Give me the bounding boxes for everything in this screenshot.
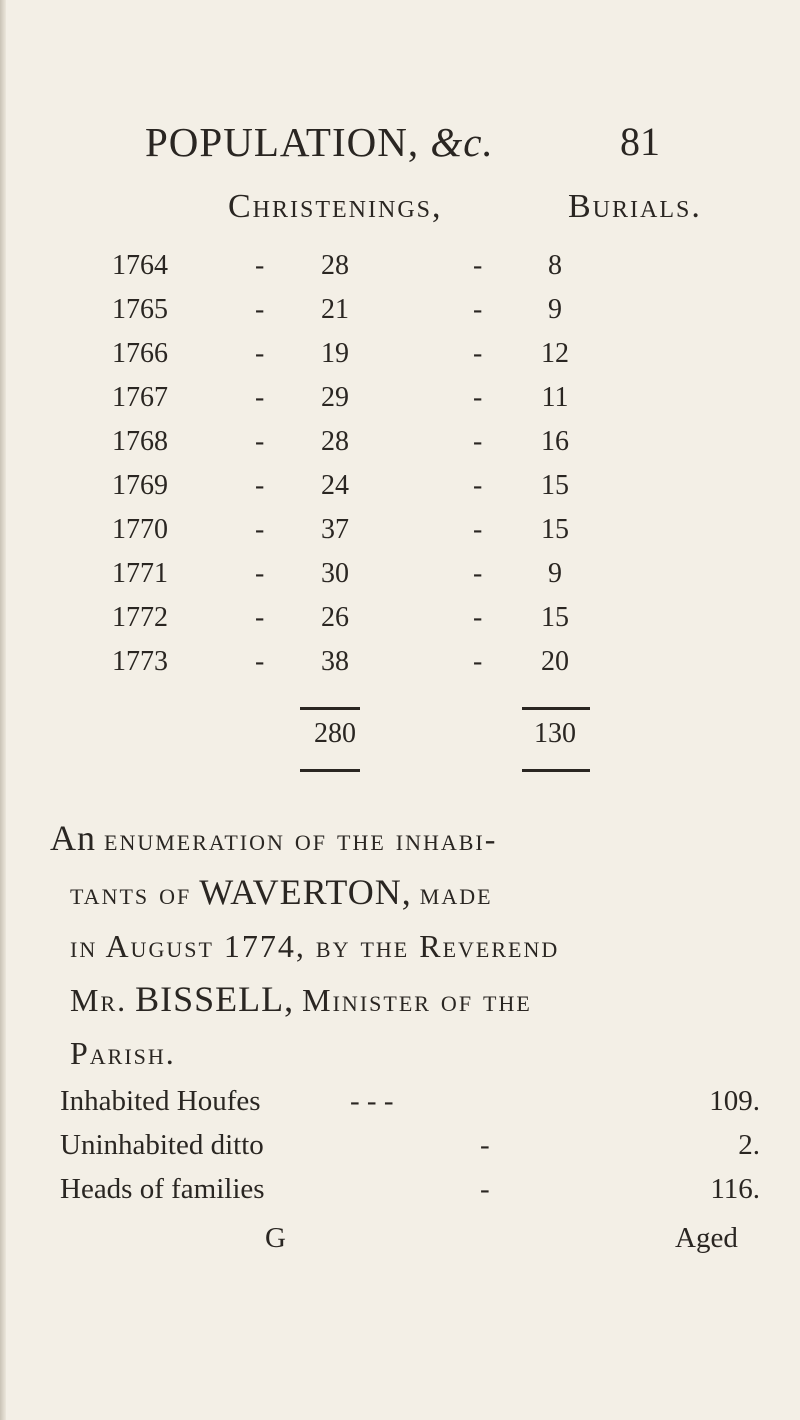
christenings-cell: 21 (321, 294, 349, 325)
year-cell: 1772 (112, 602, 168, 633)
minister-name: BISSELL, (135, 979, 295, 1019)
burials-cell: 9 (548, 294, 562, 325)
paragraph-line-2-end: made (419, 875, 493, 911)
year-cell: 1768 (112, 426, 168, 457)
stat-label: Inhabited Houfes (60, 1085, 261, 1117)
burials-cell: 15 (541, 514, 569, 545)
running-title-text: POPULATION, (145, 119, 431, 165)
burials-cell: 8 (548, 250, 562, 281)
christenings-cell: 28 (321, 426, 349, 457)
running-title (145, 118, 494, 166)
table-row (0, 338, 800, 382)
paragraph-line-1: enumeration of the inhabi- (104, 821, 498, 857)
christenings-cell: 30 (321, 558, 349, 589)
running-header (0, 118, 800, 178)
dash-separator: - (473, 602, 483, 633)
stat-label: Heads of families (60, 1173, 265, 1205)
stat-value: 109. (709, 1085, 760, 1117)
table-column-headers (0, 188, 800, 238)
table-row (0, 646, 800, 690)
dash-separator: - (255, 558, 265, 589)
paragraph-line-3: in August 1774, by the Reverend (70, 928, 560, 964)
table-row (0, 602, 800, 646)
table-row (0, 250, 800, 294)
stat-dashes: - (480, 1173, 490, 1205)
sum-rule-burials-bottom (522, 769, 590, 772)
burials-cell: 9 (548, 558, 562, 589)
dash-separator: - (473, 338, 483, 369)
burials-cell: 16 (541, 426, 569, 457)
christenings-cell: 38 (321, 646, 349, 677)
table-row (0, 382, 800, 426)
paragraph-lead-word: An (50, 818, 96, 858)
column-header-christenings: Christenings, (228, 188, 443, 225)
table-row (0, 558, 800, 602)
running-title-etc: &c. (430, 119, 494, 165)
stat-row (60, 1173, 760, 1217)
stat-value: 116. (710, 1173, 760, 1205)
burials-cell: 15 (541, 602, 569, 633)
dash-separator: - (255, 470, 265, 501)
stat-dashes: - (480, 1129, 490, 1161)
christenings-cell: 26 (321, 602, 349, 633)
catchword: Aged (675, 1222, 738, 1254)
year-cell: 1766 (112, 338, 168, 369)
burials-cell: 12 (541, 338, 569, 369)
christenings-total: 280 (314, 718, 356, 749)
dash-separator: - (473, 426, 483, 457)
stat-label: Uninhabited ditto (60, 1129, 264, 1161)
christenings-cell: 28 (321, 250, 349, 281)
dash-separator: - (255, 250, 265, 281)
dash-separator: - (255, 646, 265, 677)
sum-rule-christenings-top (300, 707, 360, 710)
dash-separator: - (473, 646, 483, 677)
christenings-cell: 19 (321, 338, 349, 369)
dash-separator: - (473, 382, 483, 413)
year-cell: 1769 (112, 470, 168, 501)
burials-cell: 20 (541, 646, 569, 677)
dash-separator: - (255, 426, 265, 457)
dash-separator: - (473, 558, 483, 589)
paragraph-line-4-end: Minister of the (302, 982, 532, 1018)
dash-separator: - (255, 382, 265, 413)
year-cell: 1773 (112, 646, 168, 677)
christenings-burials-table (0, 250, 800, 690)
burials-cell: 15 (541, 470, 569, 501)
year-cell: 1771 (112, 558, 168, 589)
dash-separator: - (255, 602, 265, 633)
paragraph-line-5: Parish. (70, 1035, 176, 1071)
sum-rule-christenings-bottom (300, 769, 360, 772)
dash-separator: - (255, 294, 265, 325)
table-row (0, 514, 800, 558)
stat-value: 2. (738, 1129, 760, 1161)
stat-dashes: - - - (350, 1085, 394, 1117)
christenings-cell: 29 (321, 382, 349, 413)
burials-total: 130 (534, 718, 576, 749)
household-stats (60, 1085, 760, 1217)
signature-mark: G (265, 1222, 286, 1254)
sum-rule-burials-top (522, 707, 590, 710)
christenings-cell: 24 (321, 470, 349, 501)
year-cell: 1767 (112, 382, 168, 413)
year-cell: 1765 (112, 294, 168, 325)
dash-separator: - (473, 294, 483, 325)
table-row (0, 426, 800, 470)
dash-separator: - (255, 514, 265, 545)
page-number: 81 (620, 119, 660, 164)
dash-separator: - (473, 470, 483, 501)
stat-row (60, 1129, 760, 1173)
dash-separator: - (473, 250, 483, 281)
dash-separator: - (473, 514, 483, 545)
column-header-burials: Burials. (568, 188, 702, 225)
burials-cell: 11 (541, 382, 569, 413)
enumeration-paragraph (50, 812, 750, 1080)
table-row (0, 470, 800, 514)
year-cell: 1764 (112, 250, 168, 281)
christenings-cell: 37 (321, 514, 349, 545)
paragraph-line-2-start: tants of (70, 875, 192, 911)
place-name: WAVERTON, (199, 872, 412, 912)
stat-row (60, 1085, 760, 1129)
year-cell: 1770 (112, 514, 168, 545)
table-row (0, 294, 800, 338)
paragraph-line-4-title: Mr. (70, 982, 128, 1018)
dash-separator: - (255, 338, 265, 369)
